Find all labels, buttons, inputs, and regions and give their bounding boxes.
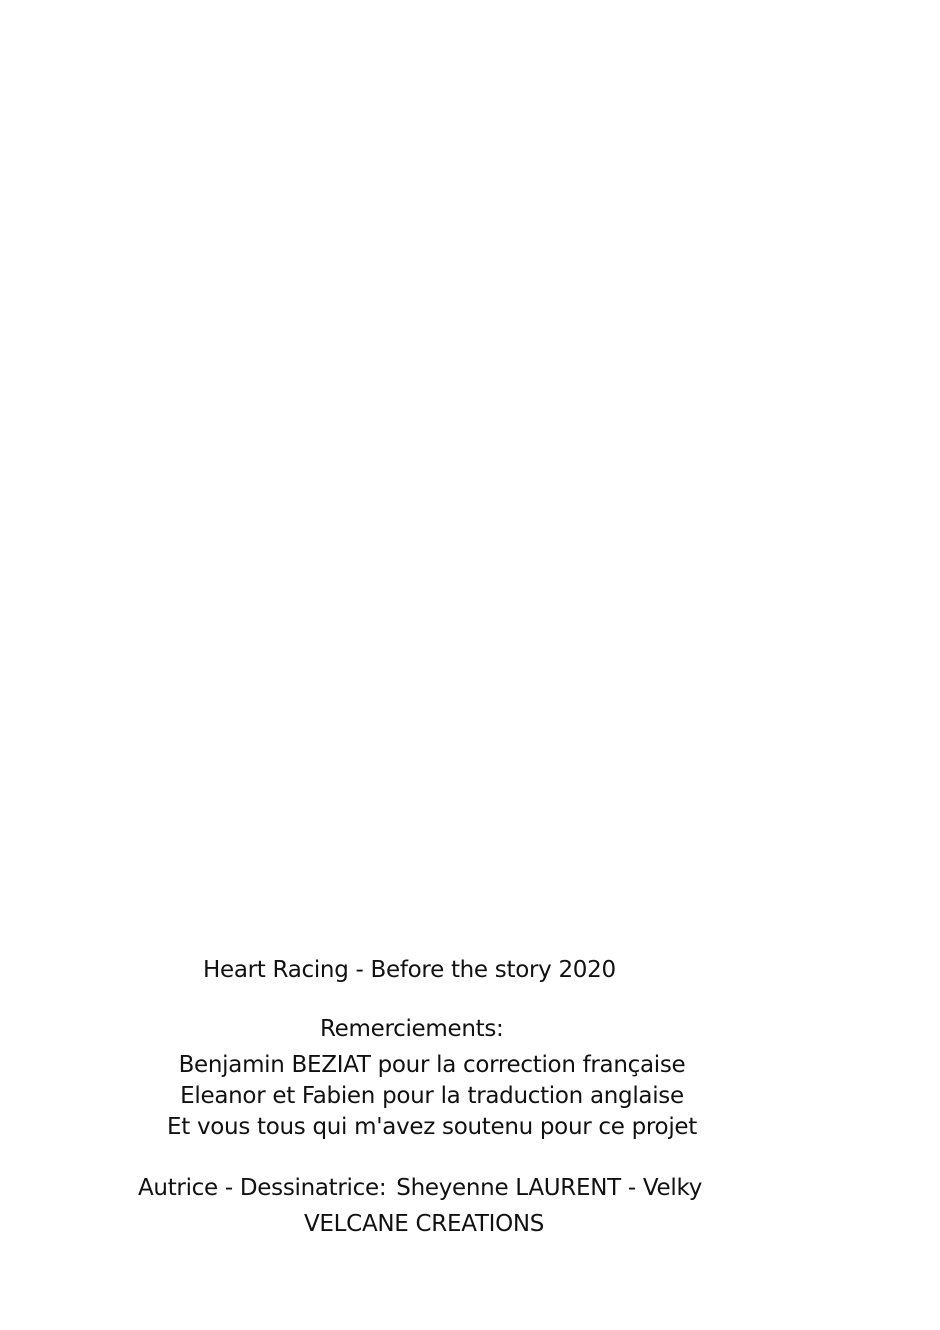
studio-name: VELCANE CREATIONS — [304, 1211, 545, 1237]
thanks-item: Eleanor et Fabien pour la traduction anglaise — [180, 1083, 684, 1109]
author-name: Sheyenne LAURENT - Velky — [396, 1175, 703, 1201]
author-label: Autrice - Dessinatrice: — [138, 1175, 387, 1201]
thanks-item: Et vous tous qui m'avez soutenu pour ce projet — [167, 1114, 697, 1140]
thanks-heading: Remerciements: — [320, 1016, 504, 1042]
author-credit — [138, 1174, 702, 1202]
book-title: Heart Racing - Before the story 2020 — [203, 957, 616, 983]
thanks-list — [0, 1050, 864, 1143]
thanks-item: Benjamin BEZIAT pour la correction française — [178, 1052, 686, 1078]
